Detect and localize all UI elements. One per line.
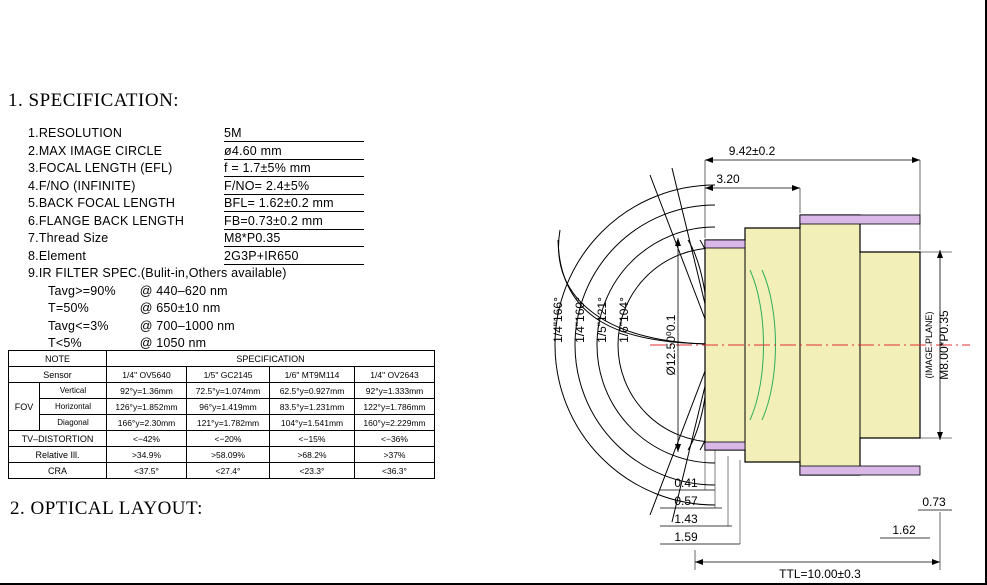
spec-label: 4.F/NO (INFINITE): [28, 178, 136, 193]
table-cell: <−20%: [187, 431, 270, 447]
fov-label-104: 1/6"104°: [617, 297, 631, 343]
spec-item-max-image-circle: [28, 144, 428, 162]
spec-item-thread-size: [28, 231, 428, 249]
ir-filter-key: T<5%: [48, 336, 82, 350]
spec-item-element: [28, 249, 428, 267]
ir-filter-value: @ 1050 nm: [139, 336, 207, 350]
dim-label-162: 1.62: [892, 523, 916, 537]
fov-label-166: 1/4"166°: [551, 297, 565, 343]
table-cell: 92°y=1.36mm: [107, 383, 187, 399]
ir-filter-key: Tavg>=90%: [48, 283, 116, 298]
specification-list: [28, 126, 428, 354]
ir-filter-row-2: [28, 301, 428, 319]
spec-label: 8.Element: [28, 248, 87, 263]
table-row-relative-illumination: [9, 447, 435, 463]
table-header-note: NOTE: [9, 351, 107, 367]
table-label-fov: FOV: [9, 383, 40, 431]
table-row-fov-diagonal: [9, 415, 435, 431]
table-row-header: [9, 351, 435, 367]
fov-arc-160-lower: [575, 345, 715, 485]
table-row-sensor: [9, 367, 435, 383]
lens-technical-drawing: [500, 120, 980, 580]
table-cell: 62.5°y=0.927mm: [270, 383, 355, 399]
spec-item-fno: [28, 179, 428, 197]
table-row-fov-horizontal: [9, 399, 435, 415]
table-cell: 126°y=1.852mm: [107, 399, 187, 415]
table-cell: <36.3°: [355, 463, 435, 479]
spec-value: F/NO= 2.4±5%: [224, 179, 364, 195]
spec-value: BFL= 1.62±0.2 mm: [224, 196, 364, 212]
ir-filter-row-3: [28, 319, 428, 337]
table-cell: 121°y=1.782mm: [187, 415, 270, 431]
spec-value: FB=0.73±0.2 mm: [224, 214, 364, 230]
table-cell: >37%: [355, 447, 435, 463]
spec-item-focal-length: [28, 161, 428, 179]
thread-band-bottom: [800, 466, 920, 475]
dim-label-stack-2: 0.57: [674, 494, 698, 508]
dimension-stack: [660, 450, 740, 544]
table-label-fov-axis: Horizontal: [40, 399, 107, 415]
dim-label-stack-1: 0.41: [674, 476, 698, 490]
dim-label-stack-3: 1.43: [674, 512, 698, 526]
table-cell: 1/4" OV5640: [107, 367, 187, 383]
spec-label: 3.FOCAL LENGTH (EFL): [28, 161, 173, 175]
table-row-tv-distortion: [9, 431, 435, 447]
fov-arc-121: [597, 227, 715, 345]
dim-label-073: 0.73: [922, 495, 946, 509]
spec-item-flange-back-length: [28, 214, 428, 232]
spec-label: 6.FLANGE BACK LENGTH: [28, 213, 185, 228]
ir-filter-key: Tavg<=3%: [48, 318, 109, 333]
spec-value: 5M: [224, 126, 364, 142]
ir-filter-value: @ 650±10 nm: [139, 301, 221, 315]
table-cell: <−15%: [270, 431, 355, 447]
table-cell: 122°y=1.786mm: [355, 399, 435, 415]
table-cell: <27.4°: [187, 463, 270, 479]
table-label: Relative Ill.: [9, 447, 107, 463]
ir-filter-value: @ 440–620 nm: [139, 283, 228, 298]
table-cell: <23.3°: [270, 463, 355, 479]
table-cell: 166°y=2.30mm: [107, 415, 187, 431]
table-row-fov-vertical: [9, 383, 435, 399]
dim-label-320: 3.20: [716, 172, 740, 186]
table-label-fov-axis: Diagonal: [40, 415, 107, 431]
spec-label: 1.RESOLUTION: [28, 126, 123, 140]
table-cell: <−42%: [107, 431, 187, 447]
spec-item-ir-filter-title: 9.IR FILTER SPEC.(Bulit-in,Others available): [28, 266, 287, 280]
ir-filter-key: T=50%: [48, 301, 89, 315]
table-row-cra: [9, 463, 435, 479]
front-band-bottom: [705, 442, 745, 450]
dimension-ttl: [695, 512, 940, 570]
table-label: TV–DISTORTION: [9, 431, 107, 447]
spec-value: ø4.60 mm: [224, 144, 364, 160]
label-image-plane: (IMAGE PLANE): [924, 311, 934, 379]
spec-value: M8*P0.35: [224, 231, 364, 247]
dimension-320: [705, 185, 800, 213]
ir-filter-row-1: [28, 284, 428, 302]
spec-label: 7.Thread Size: [28, 231, 109, 245]
fov-arc-121-lower: [597, 345, 715, 463]
table-label: CRA: [9, 463, 107, 479]
specification-table: [8, 350, 435, 479]
thread-band-top: [800, 215, 920, 224]
table-cell: 104°y=1.541mm: [270, 415, 355, 431]
spec-item-resolution: [28, 126, 428, 144]
table-cell: 92°y=1.333mm: [355, 383, 435, 399]
ir-filter-value: @ 700–1000 nm: [139, 318, 235, 333]
table-cell: >34.9%: [107, 447, 187, 463]
dim-label-ttl: TTL=10.00±0.3: [779, 567, 861, 580]
table-label-sensor: Sensor: [9, 367, 107, 383]
page-title-optical-layout: 2. OPTICAL LAYOUT:: [10, 498, 203, 519]
table-cell: 1/4" OV2643: [355, 367, 435, 383]
table-header-specification: SPECIFICATION: [107, 351, 435, 367]
spec-item-back-focal-length: [28, 196, 428, 214]
dim-label-overall: 9.42±0.2: [728, 144, 776, 158]
dim-label-diameter: Ø12.50⁰0.1: [664, 314, 678, 376]
table-cell: 72.5°y=1.074mm: [187, 383, 270, 399]
spec-value: 2G3P+IR650: [224, 249, 364, 265]
table-cell: <37.5°: [107, 463, 187, 479]
table-cell: >68.2%: [270, 447, 355, 463]
spec-label: 5.BACK FOCAL LENGTH: [28, 196, 176, 210]
dim-label-stack-4: 1.59: [674, 530, 698, 544]
fov-label-121: 1/5"121°: [595, 297, 609, 343]
table-cell: 83.5°y=1.231mm: [270, 399, 355, 415]
spec-label: 2.MAX IMAGE CIRCLE: [28, 143, 163, 158]
fov-label-160: 1/4"160°: [573, 297, 587, 343]
table-cell: >58.09%: [187, 447, 270, 463]
table-cell: 160°y=2.229mm: [355, 415, 435, 431]
page-title-specification: 1. SPECIFICATION:: [8, 90, 180, 111]
table-cell: 1/5" GC2145: [187, 367, 270, 383]
front-band-top: [705, 240, 745, 248]
dim-label-thread: M8.00*P0.35: [937, 310, 951, 380]
table-cell: 1/6" MT9M114: [270, 367, 355, 383]
table-cell: <−36%: [355, 431, 435, 447]
spec-value: f = 1.7±5% mm: [224, 161, 364, 177]
table-label-fov-axis: Vertical: [40, 383, 107, 399]
table-cell: 96°y=1.419mm: [187, 399, 270, 415]
